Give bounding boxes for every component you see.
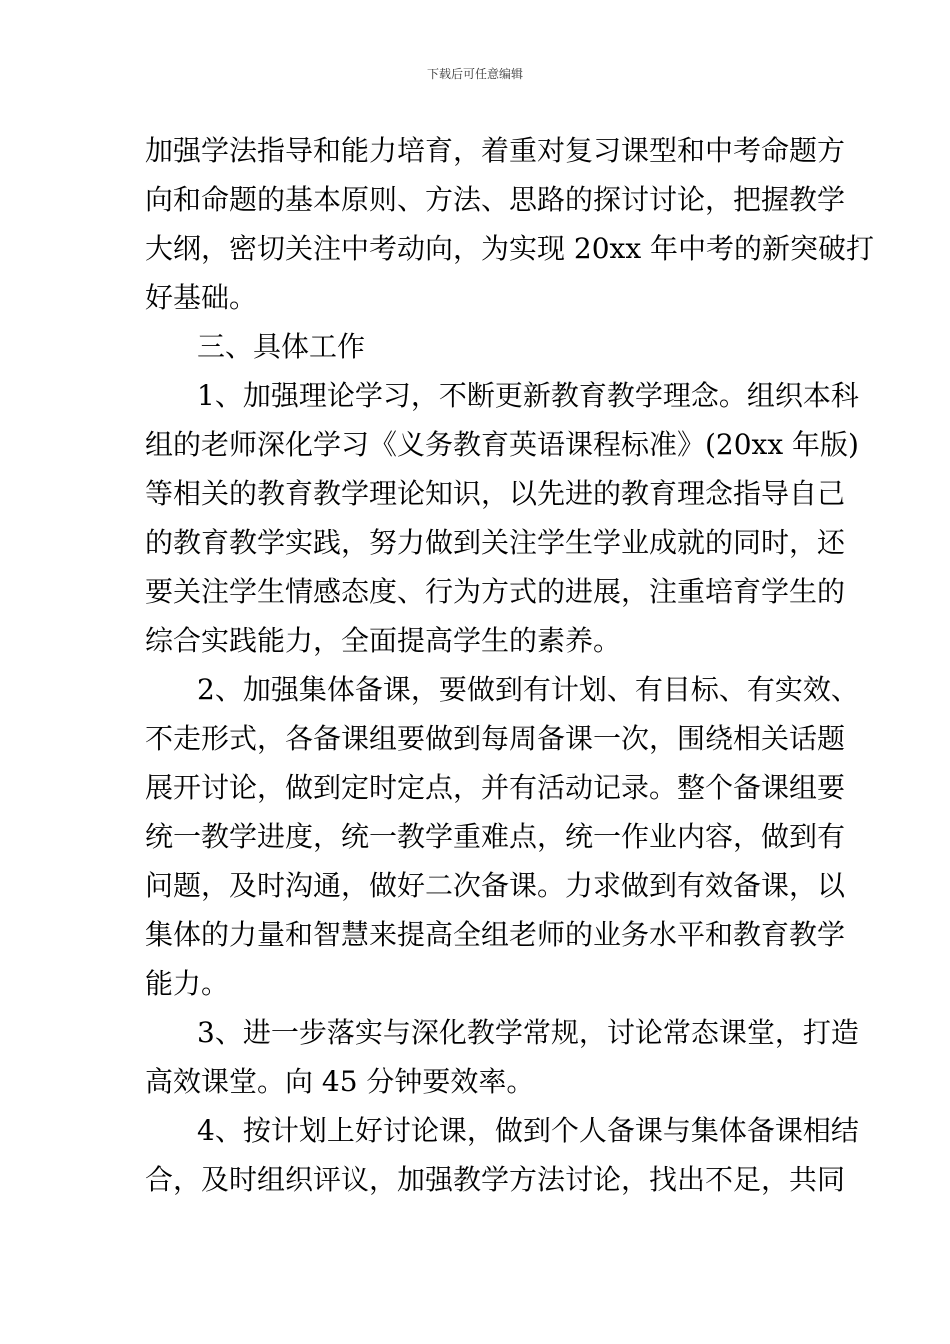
paragraph-line: 高效课堂。向 45 分钟要效率。 bbox=[145, 1065, 535, 1098]
paragraph-line: 要关注学生情感态度、行为方式的进展，注重培育学生的 bbox=[145, 575, 846, 608]
paragraph-line: 1、加强理论学习，不断更新教育教学理念。组织本科 bbox=[197, 379, 859, 412]
document-body bbox=[145, 126, 875, 1204]
paragraph-line: 问题，及时沟通，做好二次备课。力求做到有效备课，以 bbox=[145, 869, 846, 902]
paragraph-line: 合，及时组织评议，加强教学方法讨论，找出不足，共同 bbox=[145, 1163, 846, 1196]
paragraph-line: 不走形式，各备课组要做到每周备课一次，围绕相关话题 bbox=[145, 722, 846, 755]
paragraph-line: 的教育教学实践，努力做到关注学生学业成就的同时，还 bbox=[145, 526, 846, 559]
paragraph-line: 向和命题的基本原则、方法、思路的探讨讨论，把握教学 bbox=[145, 183, 846, 216]
paragraph-line: 等相关的教育教学理论知识，以先进的教育理念指导自己 bbox=[145, 477, 846, 510]
page-header: 下载后可任意编辑 bbox=[426, 67, 523, 81]
paragraph-line: 2、加强集体备课，要做到有计划、有目标、有实效、 bbox=[197, 673, 859, 706]
paragraph-line: 展开讨论，做到定时定点，并有活动记录。整个备课组要 bbox=[145, 771, 846, 804]
paragraph-line: 加强学法指导和能力培育，着重对复习课型和中考命题方 bbox=[145, 134, 846, 167]
section-heading: 三、具体工作 bbox=[197, 330, 366, 363]
paragraph-line: 统一教学进度，统一教学重难点，统一作业内容，做到有 bbox=[145, 820, 846, 853]
paragraph-line: 好基础。 bbox=[145, 281, 258, 314]
paragraph-line: 组的老师深化学习《义务教育英语课程标准》(20xx 年版) bbox=[145, 428, 859, 461]
paragraph-line: 大纲，密切关注中考动向，为实现 20xx 年中考的新突破打 bbox=[145, 232, 875, 265]
paragraph-line: 综合实践能力，全面提高学生的素养。 bbox=[145, 624, 622, 657]
paragraph-line: 能力。 bbox=[145, 967, 230, 1000]
paragraph-line: 3、进一步落实与深化教学常规，讨论常态课堂，打造 bbox=[197, 1016, 859, 1049]
paragraph-line: 集体的力量和智慧来提高全组老师的业务水平和教育教学 bbox=[145, 918, 846, 951]
paragraph-line: 4、按计划上好讨论课，做到个人备课与集体备课相结 bbox=[197, 1114, 859, 1147]
